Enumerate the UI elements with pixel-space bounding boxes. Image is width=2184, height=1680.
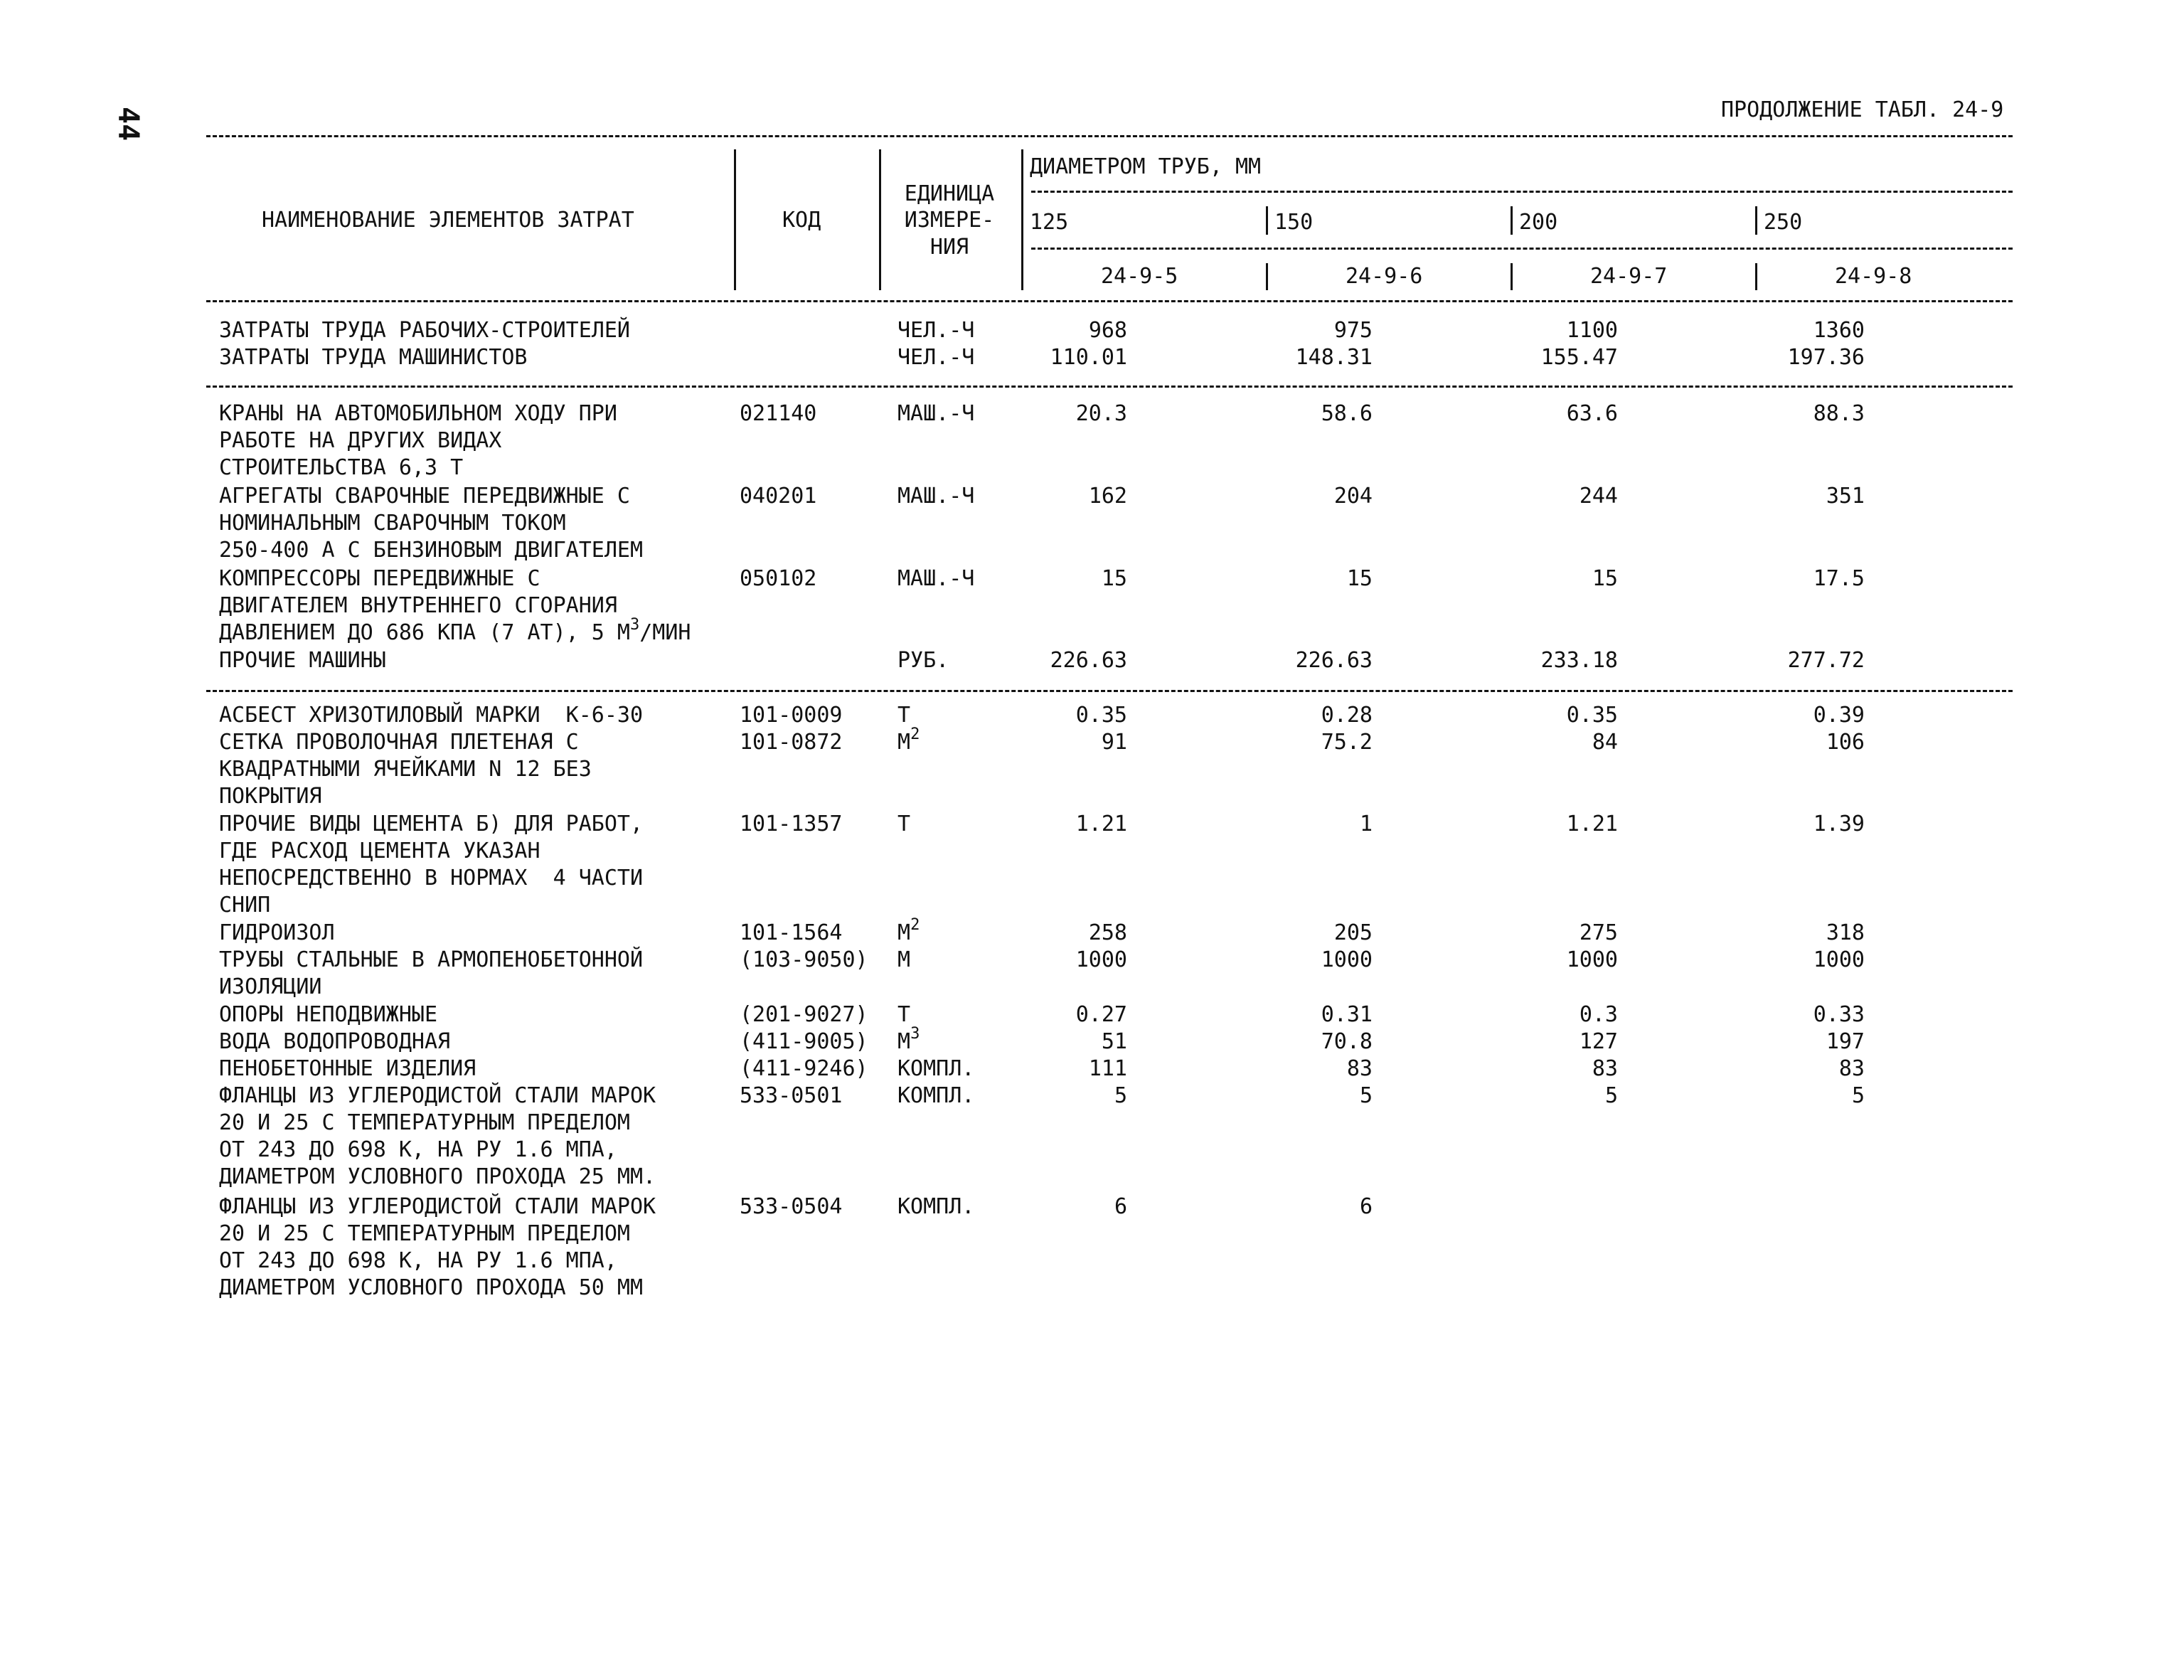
row-value-col-4: 83 (1838, 1056, 1865, 1081)
row-value-col-3: 5 (1604, 1083, 1618, 1108)
row-code: (411-9246) (740, 1056, 868, 1081)
row-unit: КОМПЛ. (897, 1083, 975, 1108)
row-value-col-2: 148.31 (1295, 345, 1373, 370)
header-divider-250 (1755, 206, 1757, 235)
row-value-col-4: 197.36 (1787, 345, 1865, 370)
row-value-col-1: 15 (1101, 566, 1127, 591)
row-name-line: ЗАТРАТЫ ТРУДА РАБОЧИХ-СТРОИТЕЛЕЙ (219, 318, 630, 343)
row-name-line: СНИП (219, 893, 271, 918)
row-value-col-2: 58.6 (1321, 401, 1373, 426)
row-name-line: ГИДРОИЗОЛ (219, 920, 335, 945)
header-diameter-250: 250 (1764, 210, 1803, 235)
row-value-col-4: 318 (1826, 920, 1865, 945)
row-name-line: ДИАМЕТРОМ УСЛОВНОГО ПРОХОДА 50 ММ (219, 1275, 644, 1300)
row-value-col-3: 1.21 (1566, 812, 1618, 836)
row-code: 101-1564 (740, 920, 843, 945)
row-value-col-1: 1.21 (1075, 812, 1127, 836)
header-diameter-title: ДИАМЕТРОМ ТРУБ, ММ (1030, 154, 1262, 179)
row-value-col-2: 5 (1359, 1083, 1373, 1108)
row-value-col-2: 1 (1359, 812, 1373, 836)
row-unit: Т (897, 703, 911, 728)
row-value-col-1: 226.63 (1050, 648, 1127, 673)
header-divider-code-7 (1511, 263, 1513, 290)
row-value-col-2: 70.8 (1321, 1029, 1373, 1054)
header-divider-code-8 (1755, 263, 1757, 290)
header-diameter-125: 125 (1030, 210, 1069, 235)
row-value-col-1: 0.27 (1075, 1002, 1127, 1027)
diameter-rule (1031, 191, 2013, 193)
header-divider-200 (1511, 206, 1513, 235)
row-name-line: НЕПОСРЕДСТВЕННО В НОРМАХ 4 ЧАСТИ (219, 866, 644, 890)
header-divider-code-6 (1266, 263, 1268, 290)
row-value-col-4: 1.39 (1813, 812, 1865, 836)
section-rule-machines (206, 386, 2013, 388)
row-value-col-1: 91 (1101, 730, 1127, 755)
header-norm-code-1: 24-9-5 (1101, 264, 1178, 289)
header-unit-line-3: НИЯ (929, 235, 969, 260)
row-code: (411-9005) (740, 1029, 868, 1054)
row-name-line: НОМИНАЛЬНЫМ СВАРОЧНЫМ ТОКОМ (219, 511, 566, 536)
row-name-line: ДИАМЕТРОМ УСЛОВНОГО ПРОХОДА 25 ММ. (219, 1164, 656, 1189)
row-value-col-3: 155.47 (1540, 345, 1618, 370)
row-unit: МАШ.-Ч (897, 566, 975, 591)
row-name-line: ФЛАНЦЫ ИЗ УГЛЕРОДИСТОЙ СТАЛИ МАРОК (219, 1083, 656, 1108)
row-value-col-2: 204 (1333, 484, 1373, 509)
row-value-col-1: 1000 (1075, 947, 1127, 972)
page-number: 44 (112, 107, 144, 142)
header-norm-code-2: 24-9-6 (1346, 264, 1423, 289)
row-name-line: ВОДА ВОДОПРОВОДНАЯ (219, 1029, 451, 1054)
row-value-col-4: 0.33 (1813, 1002, 1865, 1027)
row-name-line: ПЕНОБЕТОННЫЕ ИЗДЕЛИЯ (219, 1056, 476, 1081)
row-code: (201-9027) (740, 1002, 868, 1027)
row-unit: МАШ.-Ч (897, 484, 975, 509)
row-value-col-1: 111 (1088, 1056, 1127, 1081)
row-name-line: 20 И 25 С ТЕМПЕРАТУРНЫМ ПРЕДЕЛОМ (219, 1110, 630, 1135)
row-unit-superscript: 3 (910, 1025, 920, 1043)
row-name-line: СЕТКА ПРОВОЛОЧНАЯ ПЛЕТЕНАЯ С (219, 730, 579, 755)
row-name-line: ГДЕ РАСХОД ЦЕМЕНТА УКАЗАН (219, 839, 540, 863)
row-code: 050102 (740, 566, 817, 591)
row-value-col-1: 110.01 (1050, 345, 1127, 370)
row-value-col-4: 88.3 (1813, 401, 1865, 426)
row-value-col-4: 17.5 (1813, 566, 1865, 591)
row-name-line: ТРУБЫ СТАЛЬНЫЕ В АРМОПЕНОБЕТОННОЙ (219, 947, 644, 972)
header-norm-code-4: 24-9-8 (1835, 264, 1912, 289)
row-value-col-3: 0.3 (1579, 1002, 1618, 1027)
row-name-line: РАБОТЕ НА ДРУГИХ ВИДАХ (219, 428, 502, 453)
row-value-col-1: 968 (1088, 318, 1127, 343)
row-code: 040201 (740, 484, 817, 509)
row-value-col-4: 0.39 (1813, 703, 1865, 728)
row-value-col-4: 197 (1826, 1029, 1865, 1054)
row-value-col-2: 83 (1346, 1056, 1373, 1081)
row-value-col-2: 75.2 (1321, 730, 1373, 755)
row-value-col-3: 275 (1579, 920, 1618, 945)
row-name-line: ОТ 243 ДО 698 К, НА РУ 1.6 МПА, (219, 1248, 617, 1273)
header-diameter-200: 200 (1519, 210, 1558, 235)
row-code: 533-0504 (740, 1194, 843, 1219)
row-value-col-1: 6 (1114, 1194, 1127, 1219)
row-name-line: ДВИГАТЕЛЕМ ВНУТРЕННЕГО СГОРАНИЯ (219, 593, 617, 618)
row-value-col-1: 0.35 (1075, 703, 1127, 728)
row-unit: КОМПЛ. (897, 1194, 975, 1219)
row-name-line: ЗАТРАТЫ ТРУДА МАШИНИСТОВ (219, 345, 528, 370)
row-code: 101-0872 (740, 730, 843, 755)
header-name-column: НАИМЕНОВАНИЕ ЭЛЕМЕНТОВ ЗАТРАТ (262, 208, 634, 233)
row-value-col-2: 15 (1346, 566, 1373, 591)
row-value-col-3: 0.35 (1566, 703, 1618, 728)
row-name-line: 20 И 25 С ТЕМПЕРАТУРНЫМ ПРЕДЕЛОМ (219, 1221, 630, 1246)
row-unit: КОМПЛ. (897, 1056, 975, 1081)
row-name-line: ПРОЧИЕ МАШИНЫ (219, 648, 386, 673)
row-value-col-2: 1000 (1321, 947, 1373, 972)
row-name-line: ИЗОЛЯЦИИ (219, 974, 322, 999)
row-unit-superscript: 2 (910, 916, 920, 934)
row-value-col-1: 258 (1088, 920, 1127, 945)
header-unit-line-2: ИЗМЕРЕ- (904, 208, 995, 233)
row-value-col-2: 0.28 (1321, 703, 1373, 728)
row-value-col-2: 226.63 (1295, 648, 1373, 673)
diameter-rule-2 (1031, 248, 2013, 250)
row-unit: Т (897, 1002, 911, 1027)
row-name-line: КОМПРЕССОРЫ ПЕРЕДВИЖНЫЕ С (219, 566, 540, 591)
row-value-col-3: 1000 (1566, 947, 1618, 972)
row-name-line: ДАВЛЕНИЕМ ДО 686 КПА (7 АТ), 5 $М^3$/МИН (219, 616, 691, 645)
row-value-col-3: 83 (1592, 1056, 1618, 1081)
table-caption: ПРОДОЛЖЕНИЕ ТАБЛ. 24-9 (1721, 97, 2004, 122)
row-name-line: КВАДРАТНЫМИ ЯЧЕЙКАМИ N 12 БЕЗ (219, 757, 592, 782)
row-unit: М (897, 947, 911, 972)
row-name-line: 250-400 А С БЕНЗИНОВЫМ ДВИГАТЕЛЕМ (219, 538, 644, 563)
row-unit: Т (897, 812, 911, 836)
row-value-col-4: 277.72 (1787, 648, 1865, 673)
row-name-line: АСБЕСТ ХРИЗОТИЛОВЫЙ МАРКИ К-6-30 (219, 703, 644, 728)
header-top-rule (206, 135, 2013, 137)
row-name-line: СТРОИТЕЛЬСТВА 6,3 Т (219, 455, 464, 480)
row-unit: ЧЕЛ.-Ч (897, 345, 975, 370)
row-unit: МАШ.-Ч (897, 401, 975, 426)
section-rule-materials (206, 690, 2013, 692)
row-value-col-4: 5 (1851, 1083, 1865, 1108)
row-code: 533-0501 (740, 1083, 843, 1108)
row-value-col-3: 15 (1592, 566, 1618, 591)
header-diameter-150: 150 (1274, 210, 1314, 235)
header-divider-code (734, 149, 736, 290)
row-value-col-1: 162 (1088, 484, 1127, 509)
header-bottom-rule (206, 300, 2013, 302)
row-name-line: ОТ 243 ДО 698 К, НА РУ 1.6 МПА, (219, 1137, 617, 1162)
row-unit: $М^2$ (897, 916, 920, 945)
row-unit: $М^2$ (897, 725, 920, 755)
header-code-column: КОД (782, 208, 821, 233)
row-value-col-4: 351 (1826, 484, 1865, 509)
header-unit-line-1: ЕДИНИЦА (904, 181, 995, 206)
row-unit: $М^3$ (897, 1025, 920, 1054)
row-value-col-2: 6 (1359, 1194, 1373, 1219)
row-value-col-1: 5 (1114, 1083, 1127, 1108)
row-name-line: ПОКРЫТИЯ (219, 784, 322, 809)
header-divider-150 (1266, 206, 1268, 235)
row-code: 101-1357 (740, 812, 843, 836)
row-value-col-3: 63.6 (1566, 401, 1618, 426)
row-name-line: ОПОРЫ НЕПОДВИЖНЫЕ (219, 1002, 438, 1027)
row-name-line: АГРЕГАТЫ СВАРОЧНЫЕ ПЕРЕДВИЖНЫЕ С (219, 484, 630, 509)
row-value-col-1: 20.3 (1075, 401, 1127, 426)
row-code: 021140 (740, 401, 817, 426)
row-unit: ЧЕЛ.-Ч (897, 318, 975, 343)
row-value-col-3: 1100 (1566, 318, 1618, 343)
row-name-line: ФЛАНЦЫ ИЗ УГЛЕРОДИСТОЙ СТАЛИ МАРОК (219, 1194, 656, 1219)
row-value-col-2: 0.31 (1321, 1002, 1373, 1027)
header-divider-unit (879, 149, 881, 290)
row-value-col-4: 106 (1826, 730, 1865, 755)
row-code: 101-0009 (740, 703, 843, 728)
header-divider-values (1021, 149, 1023, 290)
row-name-line: КРАНЫ НА АВТОМОБИЛЬНОМ ХОДУ ПРИ (219, 401, 617, 426)
header-norm-code-3: 24-9-7 (1590, 264, 1668, 289)
row-value-col-3: 127 (1579, 1029, 1618, 1054)
row-name-line: ПРОЧИЕ ВИДЫ ЦЕМЕНТА Б) ДЛЯ РАБОТ, (219, 812, 644, 836)
row-value-col-4: 1000 (1813, 947, 1865, 972)
row-value-col-3: 233.18 (1540, 648, 1618, 673)
row-value-col-3: 84 (1592, 730, 1618, 755)
row-value-col-3: 244 (1579, 484, 1618, 509)
row-value-col-4: 1360 (1813, 318, 1865, 343)
row-name-superscript: 3 (629, 616, 640, 634)
row-unit: РУБ. (897, 648, 949, 673)
row-value-col-2: 205 (1333, 920, 1373, 945)
row-unit-superscript: 2 (910, 725, 920, 743)
row-value-col-1: 51 (1101, 1029, 1127, 1054)
row-code: (103-9050) (740, 947, 868, 972)
row-value-col-2: 975 (1333, 318, 1373, 343)
